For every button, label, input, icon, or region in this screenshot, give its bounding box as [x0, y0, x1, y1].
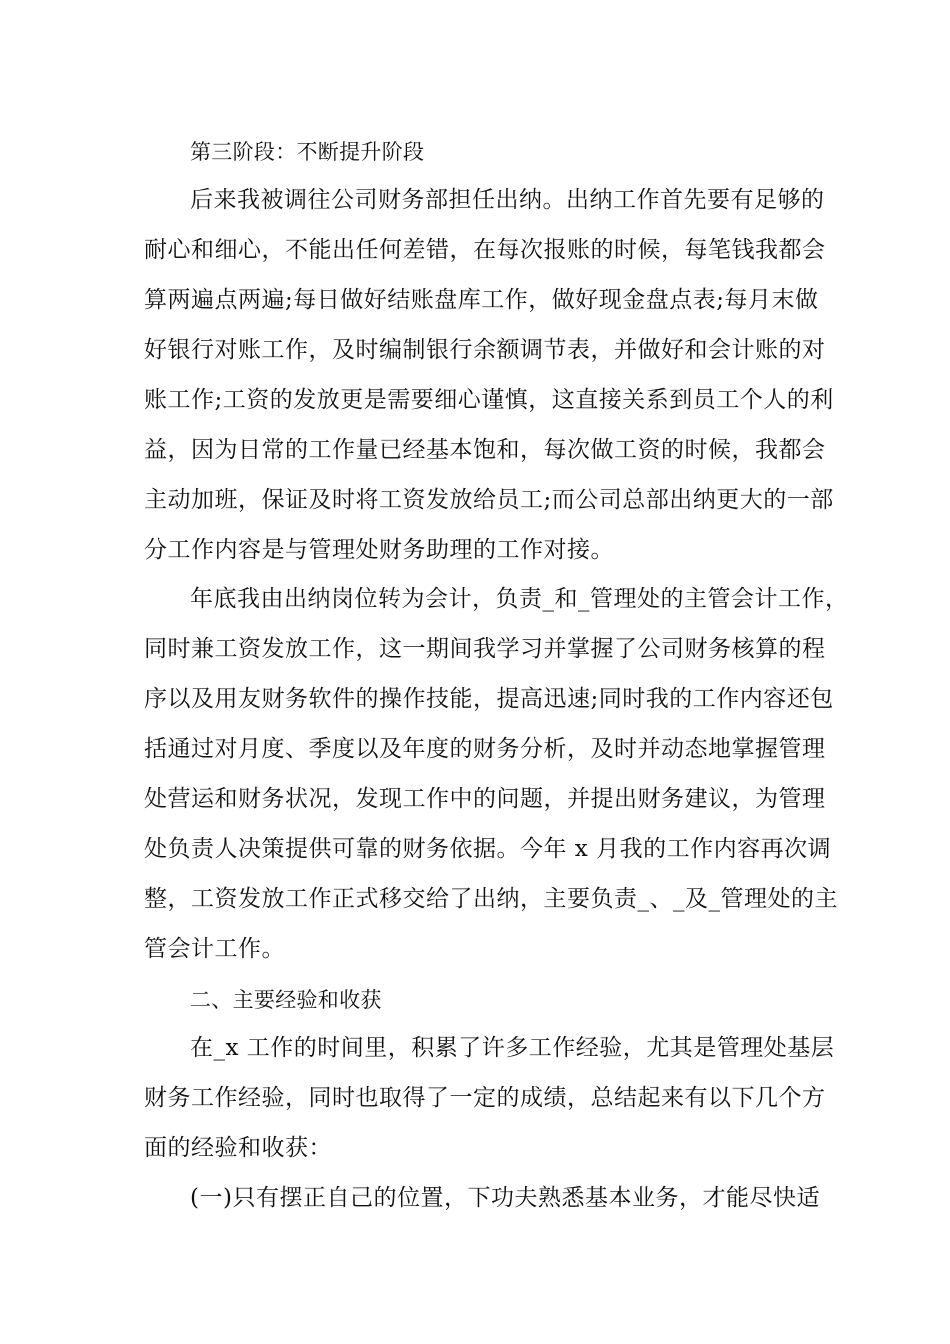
text-line: 年底我由出纳岗位转为会计，负责_和_管理处的主管会计工作，: [190, 586, 849, 612]
section-heading: 二、主要经验和收获: [190, 988, 382, 1012]
text-line: 耐心和细心，不能出任何差错，在每次报账的时候，每笔钱我都会: [144, 237, 826, 263]
section-title: 第三阶段：不断提升阶段: [190, 140, 425, 164]
text-line: 益，因为日常的工作量已经基本饱和，每次做工资的时候，我都会: [144, 437, 826, 463]
text-line: 处负责人决策提供可靠的财务依据。今年 x 月我的工作内容再次调: [144, 836, 832, 862]
text-line: 面的经验和收获：: [144, 1135, 332, 1161]
text-line: 分工作内容是与管理处财务助理的工作对接。: [144, 537, 614, 563]
text-line: 整，工资发放工作正式移交给了出纳，主要负责_、_及_管理处的主: [144, 886, 838, 912]
text-line: 序以及用友财务软件的操作技能，提高迅速;同时我的工作内容还包: [144, 686, 834, 712]
text-line: 主动加班，保证及时将工资发放给员工;而公司总部出纳更大的一部: [144, 487, 834, 513]
text-line: 好银行对账工作，及时编制银行余额调节表，并做好和会计账的对: [144, 337, 826, 363]
text-line: 账工作;工资的发放更是需要细心谨慎，这直接关系到员工个人的利: [144, 387, 834, 413]
text-line: 算两遍点两遍;每日做好结账盘库工作，做好现金盘点表;每月末做: [144, 287, 819, 313]
text-line: (一)只有摆正自己的位置，下功夫熟悉基本业务，才能尽快适: [190, 1185, 820, 1211]
text-line: 管会计工作。: [144, 936, 285, 962]
text-line: 在_x 工作的时间里，积累了许多工作经验，尤其是管理处基层: [190, 1035, 835, 1061]
text-line: 后来我被调往公司财务部担任出纳。出纳工作首先要有足够的: [190, 187, 825, 213]
text-line: 财务工作经验，同时也取得了一定的成绩，总结起来有以下几个方: [144, 1085, 826, 1111]
text-line: 括通过对月度、季度以及年度的财务分析，及时并动态地掌握管理: [144, 736, 826, 762]
text-line: 处营运和财务状况，发现工作中的问题，并提出财务建议，为管理: [144, 786, 826, 812]
text-line: 同时兼工资发放工作，这一期间我学习并掌握了公司财务核算的程: [144, 636, 826, 662]
